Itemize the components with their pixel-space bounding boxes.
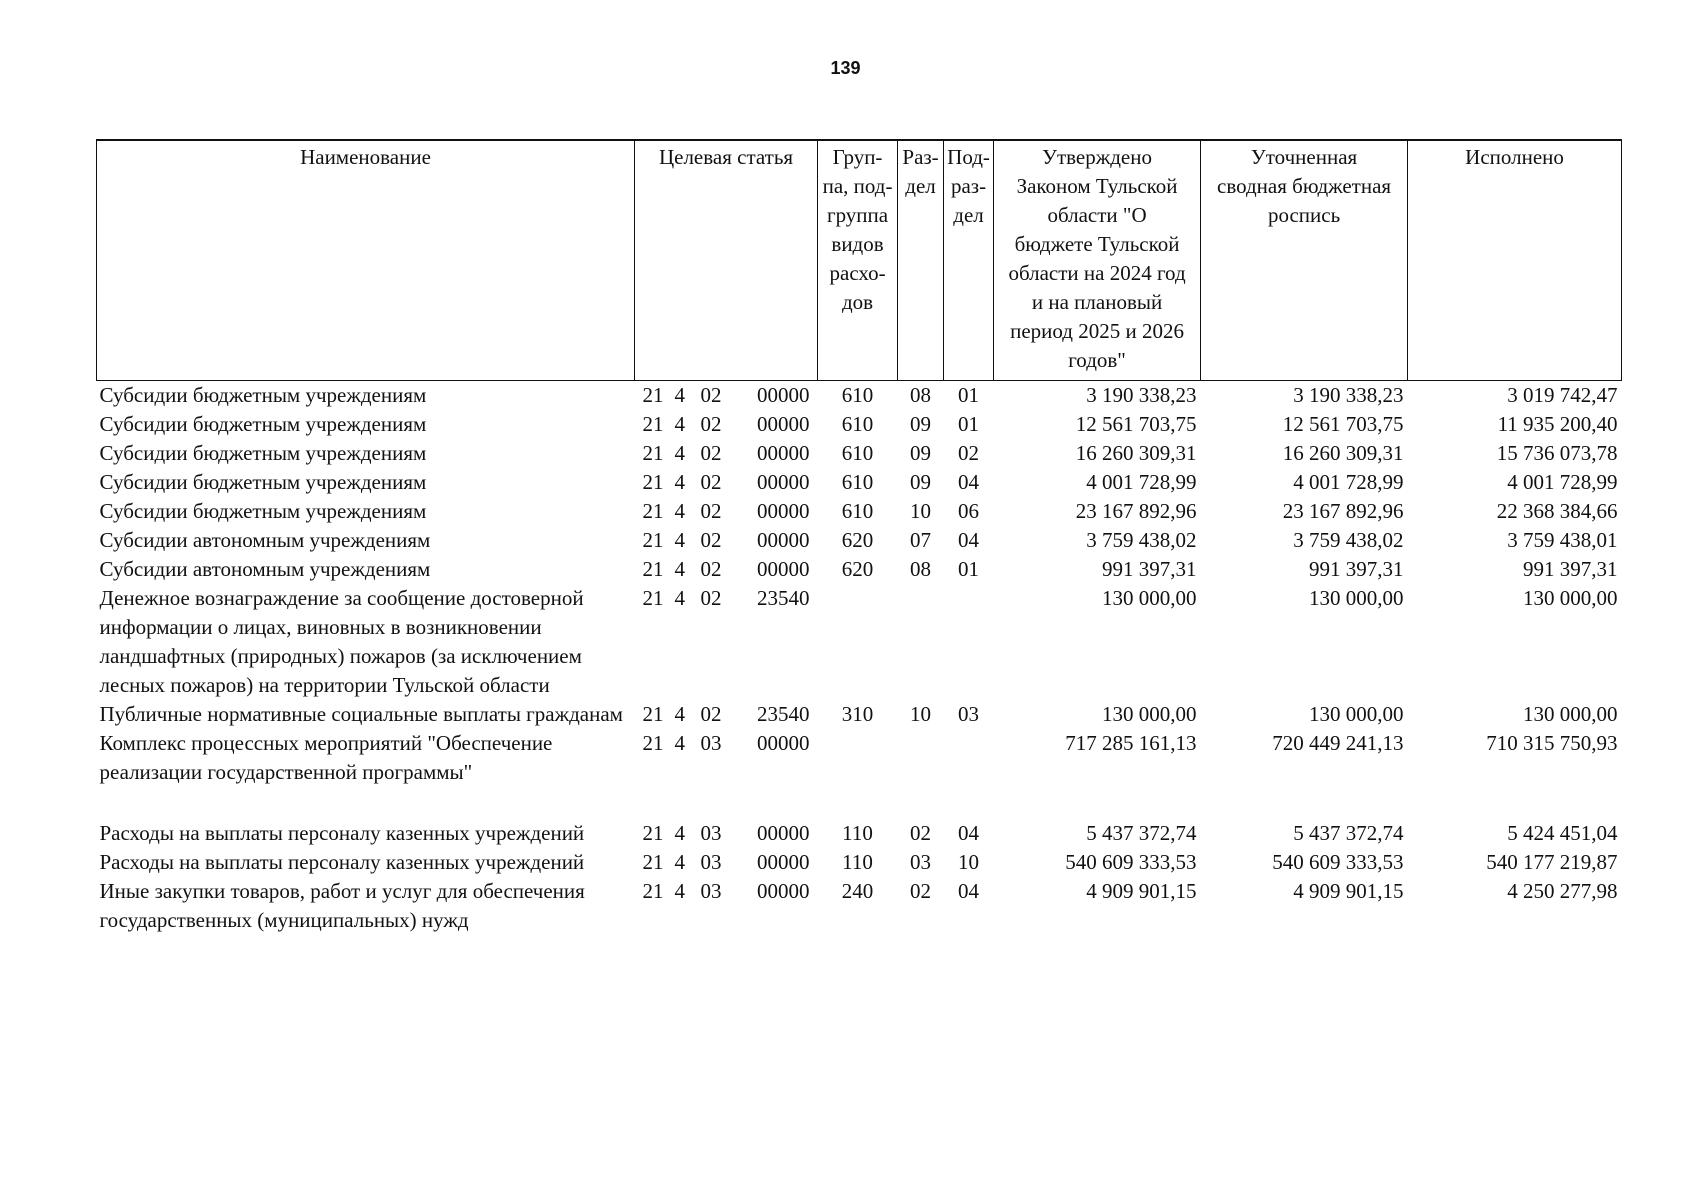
table-row bbox=[97, 526, 1622, 555]
row-podrazdel: 04 bbox=[958, 527, 980, 552]
row-razdel: 09 bbox=[910, 469, 932, 494]
table-body bbox=[97, 380, 1622, 935]
header-group-line: Груп- bbox=[832, 145, 883, 169]
row-target-program: 21 bbox=[642, 556, 664, 581]
row-target-direction: 23540 bbox=[757, 585, 810, 610]
row-target-structural: 02 bbox=[700, 556, 722, 581]
header-approved-line: области на 2024 год bbox=[1008, 261, 1186, 285]
row-razdel: 10 bbox=[910, 701, 932, 726]
row-expense-group: 110 bbox=[842, 849, 873, 874]
row-name: Комплекс процессных мероприятий "Обеспечение реализации государственной программы" bbox=[99, 730, 553, 784]
row-expense-group: 110 bbox=[842, 820, 873, 845]
row-approved-amount: 130 000,00 bbox=[1102, 701, 1197, 726]
row-refined-amount: 3 759 438,02 bbox=[1293, 527, 1404, 552]
row-target-direction: 00000 bbox=[757, 498, 810, 523]
row-approved-amount: 3 759 438,02 bbox=[1086, 527, 1197, 552]
row-target-program: 21 bbox=[642, 382, 664, 407]
row-target-program: 21 bbox=[642, 469, 664, 494]
header-name: Наименование bbox=[97, 140, 635, 380]
row-approved-amount: 540 609 333,53 bbox=[1065, 849, 1197, 874]
row-executed-amount: 4 001 728,99 bbox=[1507, 469, 1618, 494]
row-target-structural: 02 bbox=[700, 701, 722, 726]
row-target-subprogram: 4 bbox=[674, 730, 685, 755]
row-target-program: 21 bbox=[642, 411, 664, 436]
header-approved-line: области "О bbox=[1047, 203, 1147, 227]
row-target-structural: 02 bbox=[700, 411, 722, 436]
row-executed-amount: 130 000,00 bbox=[1523, 701, 1618, 726]
row-executed-amount: 3 019 742,47 bbox=[1507, 382, 1618, 407]
table-row bbox=[97, 497, 1622, 526]
header-podrazdel bbox=[944, 140, 994, 380]
table-row bbox=[97, 700, 1622, 729]
row-target-program: 21 bbox=[642, 498, 664, 523]
header-approved bbox=[994, 140, 1201, 380]
page-number: 139 bbox=[830, 58, 861, 78]
header-approved-line: период 2025 и 2026 bbox=[1010, 319, 1184, 343]
row-name: Публичные нормативные социальные выплаты гражданам bbox=[99, 701, 623, 726]
row-target-structural: 02 bbox=[700, 469, 722, 494]
row-approved-amount: 16 260 309,31 bbox=[1075, 440, 1197, 465]
row-refined-amount: 4 909 901,15 bbox=[1293, 878, 1404, 903]
row-podrazdel: 01 bbox=[958, 411, 980, 436]
row-target-direction: 00000 bbox=[757, 730, 810, 755]
row-target-subprogram: 4 bbox=[674, 411, 685, 436]
row-target-structural: 02 bbox=[700, 527, 722, 552]
row-target-structural: 02 bbox=[700, 585, 722, 610]
row-expense-group: 620 bbox=[841, 556, 874, 581]
header-razdel-line: Раз- bbox=[902, 145, 939, 169]
header-razdel-line: дел bbox=[905, 174, 936, 198]
row-approved-amount: 3 190 338,23 bbox=[1086, 382, 1197, 407]
header-group bbox=[818, 140, 898, 380]
row-podrazdel: 01 bbox=[958, 556, 980, 581]
row-target-direction: 00000 bbox=[757, 469, 810, 494]
row-target-structural: 03 bbox=[700, 730, 722, 755]
table-row bbox=[97, 877, 1622, 935]
row-target-program: 21 bbox=[642, 820, 664, 845]
row-name: Денежное вознаграждение за сообщение достоверной информации о лицах, виновных в возникновении ландшафтных (природных) пожаров (за исключением лесных пожаров) на территории Тульской области bbox=[99, 585, 584, 697]
row-executed-amount: 4 250 277,98 bbox=[1507, 878, 1618, 903]
table-row bbox=[97, 439, 1622, 468]
header-approved-line: и на плановый bbox=[1031, 290, 1163, 314]
row-approved-amount: 991 397,31 bbox=[1102, 556, 1197, 581]
row-target-subprogram: 4 bbox=[674, 701, 685, 726]
table-row bbox=[97, 584, 1622, 700]
row-razdel: 08 bbox=[910, 556, 932, 581]
row-approved-amount: 12 561 703,75 bbox=[1075, 411, 1197, 436]
row-target-program: 21 bbox=[642, 440, 664, 465]
row-executed-amount: 710 315 750,93 bbox=[1486, 730, 1618, 755]
header-approved-line: Законом Тульской bbox=[1016, 174, 1178, 198]
row-target-subprogram: 4 bbox=[674, 556, 685, 581]
row-name: Субсидии бюджетным учреждениям bbox=[99, 498, 427, 523]
row-target-subprogram: 4 bbox=[674, 469, 685, 494]
row-refined-amount: 540 609 333,53 bbox=[1272, 849, 1404, 874]
table-row bbox=[97, 555, 1622, 584]
header-refined-line: роспись bbox=[1267, 203, 1341, 227]
row-target-program: 21 bbox=[642, 878, 664, 903]
row-target-subprogram: 4 bbox=[674, 878, 685, 903]
row-name: Субсидии бюджетным учреждениям bbox=[99, 382, 427, 407]
row-refined-amount: 130 000,00 bbox=[1309, 585, 1404, 610]
row-target-direction: 23540 bbox=[757, 701, 810, 726]
header-group-line: дов bbox=[841, 290, 874, 314]
row-expense-group: 610 bbox=[841, 498, 874, 523]
header-razdel bbox=[898, 140, 944, 380]
row-executed-amount: 991 397,31 bbox=[1523, 556, 1618, 581]
row-target-program: 21 bbox=[642, 585, 664, 610]
row-podrazdel: 04 bbox=[958, 878, 980, 903]
table-row bbox=[97, 410, 1622, 439]
row-podrazdel: 01 bbox=[958, 382, 980, 407]
row-name: Расходы на выплаты персоналу казенных учреждений bbox=[99, 849, 585, 874]
row-target-structural: 02 bbox=[700, 498, 722, 523]
row-target-direction: 00000 bbox=[757, 527, 810, 552]
row-target-direction: 00000 bbox=[757, 820, 810, 845]
row-razdel: 02 bbox=[910, 878, 932, 903]
row-razdel: 09 bbox=[910, 440, 932, 465]
row-razdel bbox=[898, 729, 944, 819]
row-target-program: 21 bbox=[642, 730, 664, 755]
row-executed-amount: 5 424 451,04 bbox=[1507, 820, 1618, 845]
row-executed-amount: 130 000,00 bbox=[1523, 585, 1618, 610]
row-target-direction: 00000 bbox=[757, 382, 810, 407]
row-refined-amount: 130 000,00 bbox=[1309, 701, 1404, 726]
row-target-program: 21 bbox=[642, 527, 664, 552]
row-name: Расходы на выплаты персоналу казенных учреждений bbox=[99, 820, 585, 845]
table-row bbox=[97, 468, 1622, 497]
row-podrazdel bbox=[944, 584, 994, 700]
row-name: Субсидии бюджетным учреждениям bbox=[99, 411, 427, 436]
row-target-subprogram: 4 bbox=[674, 440, 685, 465]
row-expense-group: 610 bbox=[841, 382, 874, 407]
row-podrazdel: 02 bbox=[958, 440, 980, 465]
row-expense-group: 610 bbox=[841, 469, 874, 494]
header-approved-line: Утверждено bbox=[1042, 145, 1152, 169]
row-target-direction: 00000 bbox=[757, 440, 810, 465]
table-header bbox=[97, 140, 1622, 380]
row-target-subprogram: 4 bbox=[674, 820, 685, 845]
row-expense-group: 620 bbox=[841, 527, 874, 552]
header-refined bbox=[1201, 140, 1408, 380]
row-expense-group bbox=[818, 729, 898, 819]
row-target-direction: 00000 bbox=[757, 878, 810, 903]
row-razdel bbox=[898, 584, 944, 700]
header-podrazdel-line: раз- bbox=[950, 174, 987, 198]
row-approved-amount: 717 285 161,13 bbox=[1065, 730, 1197, 755]
row-executed-amount: 22 368 384,66 bbox=[1496, 498, 1618, 523]
row-target-subprogram: 4 bbox=[674, 498, 685, 523]
row-name: Субсидии автономным учреждениям bbox=[99, 556, 431, 581]
row-target-structural: 03 bbox=[700, 878, 722, 903]
row-executed-amount: 540 177 219,87 bbox=[1486, 849, 1618, 874]
row-target-structural: 03 bbox=[700, 820, 722, 845]
row-razdel: 08 bbox=[910, 382, 932, 407]
row-podrazdel bbox=[944, 729, 994, 819]
budget-table bbox=[96, 139, 1622, 935]
row-executed-amount: 11 935 200,40 bbox=[1497, 411, 1618, 436]
row-refined-amount: 991 397,31 bbox=[1309, 556, 1404, 581]
row-name: Субсидии автономным учреждениям bbox=[99, 527, 431, 552]
table-row bbox=[97, 819, 1622, 848]
row-approved-amount: 4 001 728,99 bbox=[1086, 469, 1197, 494]
row-refined-amount: 5 437 372,74 bbox=[1293, 820, 1404, 845]
row-target-subprogram: 4 bbox=[674, 849, 685, 874]
row-expense-group: 610 bbox=[841, 440, 874, 465]
row-name: Субсидии бюджетным учреждениям bbox=[99, 440, 427, 465]
row-podrazdel: 06 bbox=[958, 498, 980, 523]
header-approved-line: годов" bbox=[1068, 348, 1126, 372]
row-refined-amount: 4 001 728,99 bbox=[1293, 469, 1404, 494]
row-target-subprogram: 4 bbox=[674, 527, 685, 552]
row-approved-amount: 23 167 892,96 bbox=[1075, 498, 1197, 523]
header-group-line: па, под- bbox=[822, 174, 893, 198]
row-target-structural: 02 bbox=[700, 382, 722, 407]
row-approved-amount: 4 909 901,15 bbox=[1086, 878, 1197, 903]
row-refined-amount: 23 167 892,96 bbox=[1282, 498, 1404, 523]
row-razdel: 07 bbox=[910, 527, 932, 552]
row-refined-amount: 3 190 338,23 bbox=[1293, 382, 1404, 407]
header-podrazdel-line: дел bbox=[953, 203, 984, 227]
row-refined-amount: 12 561 703,75 bbox=[1282, 411, 1404, 436]
row-expense-group: 240 bbox=[841, 878, 874, 903]
row-approved-amount: 5 437 372,74 bbox=[1086, 820, 1197, 845]
header-podrazdel-line: Под- bbox=[947, 145, 990, 169]
header-group-line: видов bbox=[831, 232, 884, 256]
row-podrazdel: 10 bbox=[958, 849, 980, 874]
row-target-structural: 02 bbox=[700, 440, 722, 465]
table-row bbox=[97, 729, 1622, 819]
row-target-program: 21 bbox=[642, 849, 664, 874]
row-target-direction: 00000 bbox=[757, 411, 810, 436]
row-expense-group: 610 bbox=[841, 411, 874, 436]
row-name: Субсидии бюджетным учреждениям bbox=[99, 469, 427, 494]
table-row bbox=[97, 848, 1622, 877]
header-approved-line: бюджете Тульской bbox=[1014, 232, 1180, 256]
row-executed-amount: 3 759 438,01 bbox=[1507, 527, 1618, 552]
header-refined-line: сводная бюджетная bbox=[1217, 174, 1392, 198]
row-target-structural: 03 bbox=[700, 849, 722, 874]
row-target-direction: 00000 bbox=[757, 849, 810, 874]
row-approved-amount: 130 000,00 bbox=[1102, 585, 1197, 610]
budget-table-container bbox=[96, 139, 1621, 935]
row-razdel: 03 bbox=[910, 849, 932, 874]
row-expense-group: 310 bbox=[841, 701, 874, 726]
row-podrazdel: 03 bbox=[958, 701, 980, 726]
row-expense-group bbox=[818, 584, 898, 700]
table-row bbox=[97, 380, 1622, 410]
row-razdel: 09 bbox=[910, 411, 932, 436]
row-target-program: 21 bbox=[642, 701, 664, 726]
row-podrazdel: 04 bbox=[958, 820, 980, 845]
row-podrazdel: 04 bbox=[958, 469, 980, 494]
row-name: Иные закупки товаров, работ и услуг для обеспечения государственных (муниципальных) нужд bbox=[99, 878, 585, 932]
header-target-article: Целевая статья bbox=[635, 140, 818, 380]
row-target-subprogram: 4 bbox=[674, 382, 685, 407]
header-group-line: расхо- bbox=[829, 261, 886, 285]
row-razdel: 02 bbox=[910, 820, 932, 845]
header-refined-line: Уточненная bbox=[1250, 145, 1358, 169]
row-target-direction: 00000 bbox=[757, 556, 810, 581]
row-target-subprogram: 4 bbox=[674, 585, 685, 610]
row-refined-amount: 720 449 241,13 bbox=[1272, 730, 1404, 755]
header-group-line: группа bbox=[826, 203, 889, 227]
row-executed-amount: 15 736 073,78 bbox=[1496, 440, 1618, 465]
row-razdel: 10 bbox=[910, 498, 932, 523]
row-refined-amount: 16 260 309,31 bbox=[1282, 440, 1404, 465]
header-executed: Исполнено bbox=[1408, 140, 1622, 380]
